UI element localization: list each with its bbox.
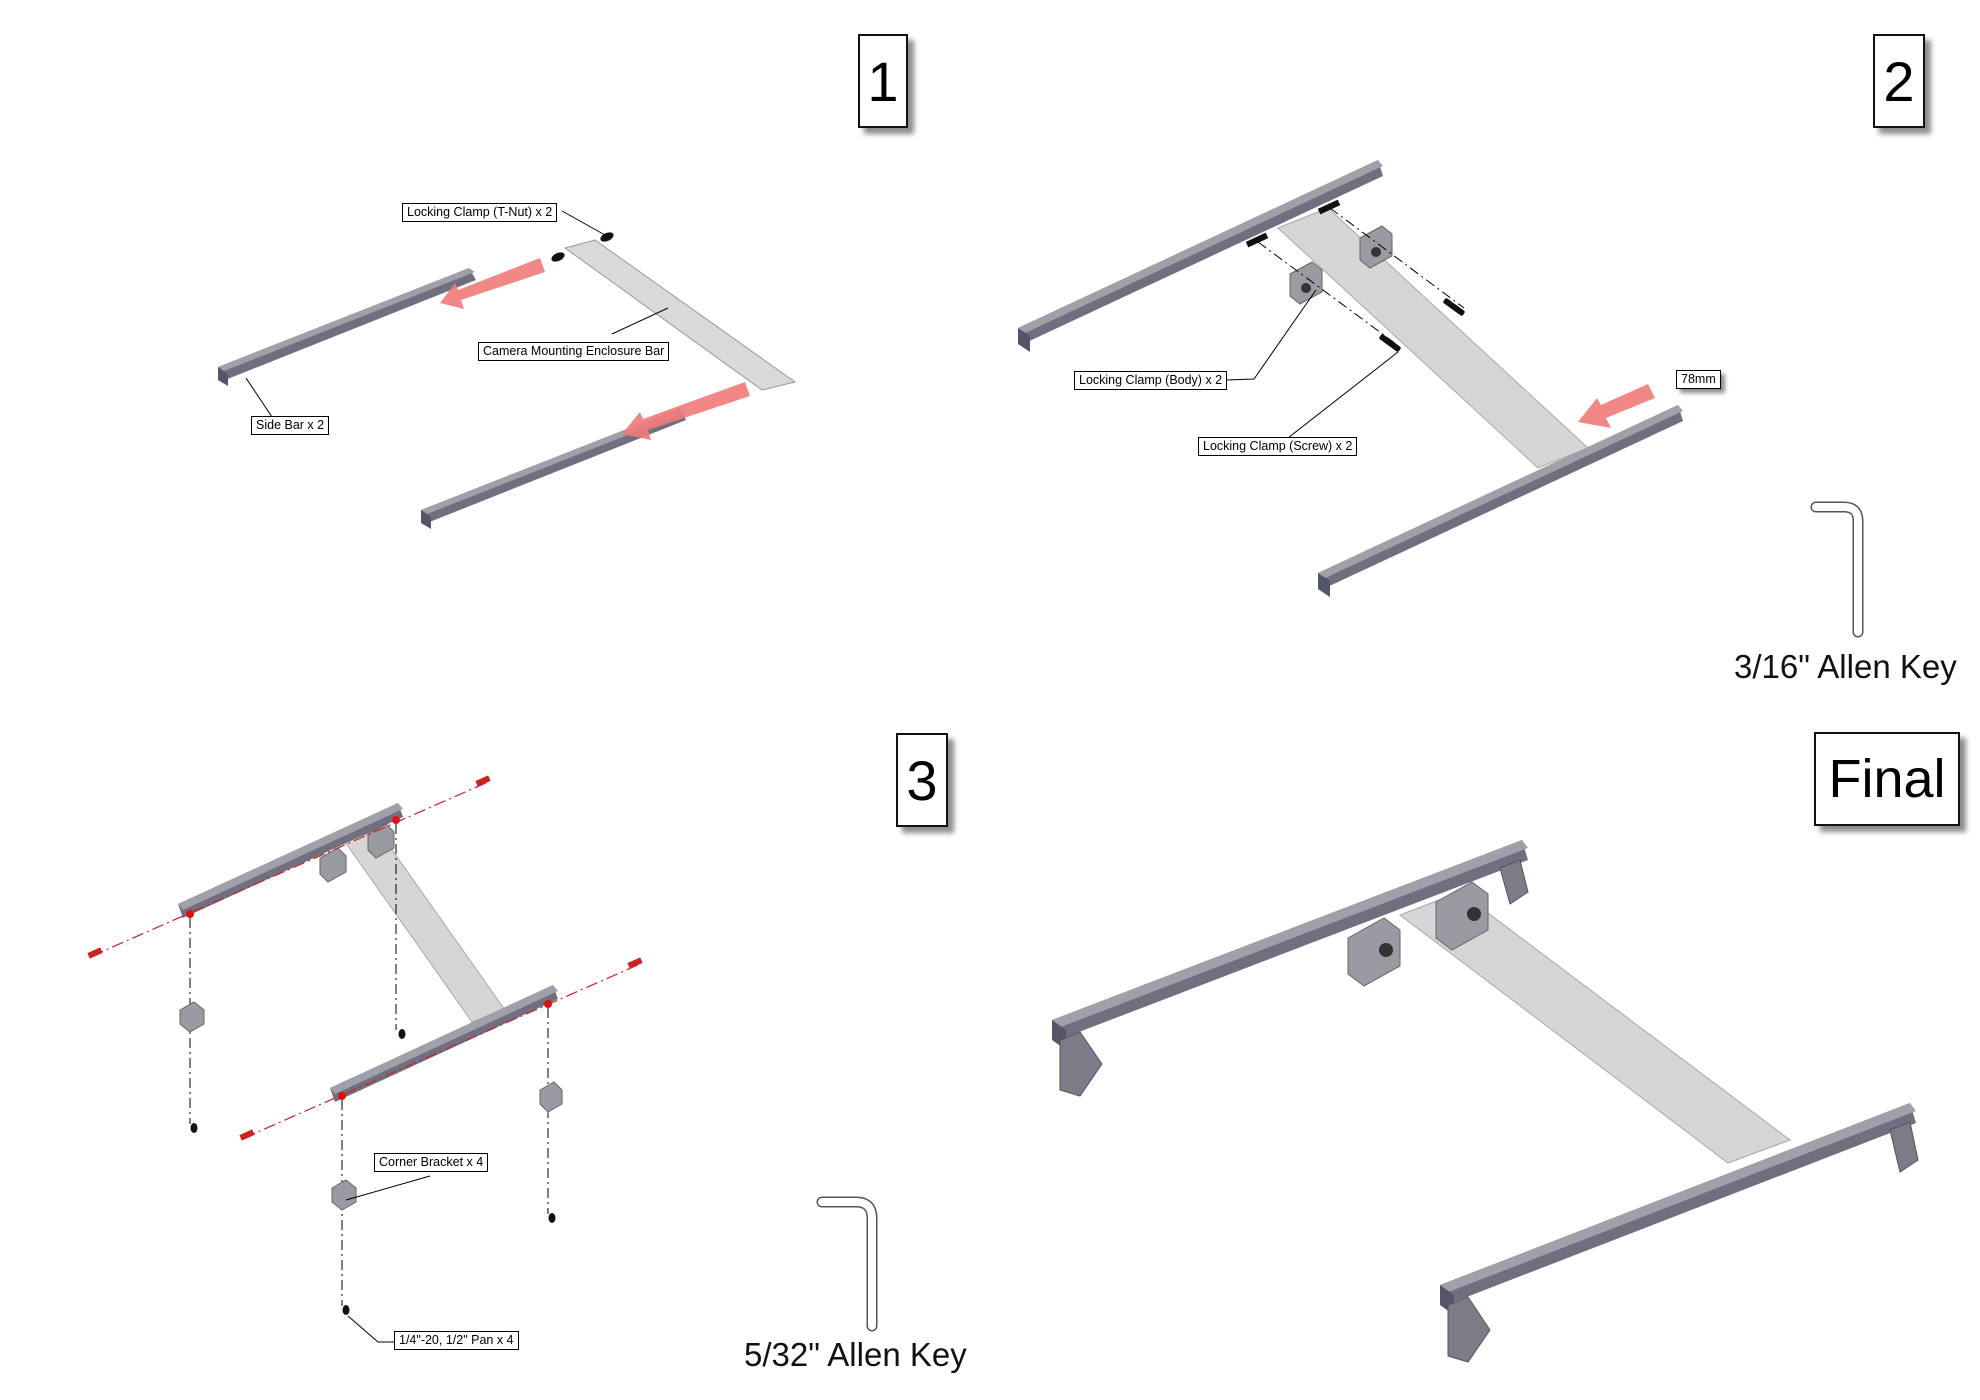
pan-screw-2 (399, 1029, 406, 1039)
insert-arrow-lower (622, 382, 750, 440)
side-bar-upper (218, 268, 476, 386)
step-3-number: 3 (896, 733, 948, 827)
step3-rail-lower (330, 985, 558, 1102)
step-2-number: 2 (1873, 34, 1925, 128)
final-bracket-upper-right (1500, 860, 1528, 904)
callout-corner-bracket: Corner Bracket x 4 (374, 1153, 488, 1172)
allen-key-3-16 (1816, 507, 1858, 632)
step3-plate (345, 830, 505, 1022)
step2-plate (1278, 208, 1588, 468)
clamp-body-right (1360, 226, 1392, 268)
allen-key-5-32 (822, 1202, 872, 1326)
callout-clamp-screw: Locking Clamp (Screw) x 2 (1198, 437, 1357, 456)
pan-screw-1 (191, 1123, 198, 1133)
final-bracket-upper-left (1060, 1032, 1102, 1096)
final-rail-lower (1440, 1103, 1916, 1315)
corner-bracket-2 (540, 1082, 562, 1112)
corner-bracket-1 (180, 1002, 204, 1032)
final-bracket-lower-right (1890, 1122, 1918, 1172)
clamp-body-left (1290, 262, 1322, 304)
t-nut-right (599, 230, 615, 243)
t-nut-left (550, 250, 566, 263)
step3-illustration (87, 775, 872, 1342)
callout-dimension: 78mm (1676, 370, 1721, 389)
callout-locking-clamp-tnut: Locking Clamp (T-Nut) x 2 (402, 203, 557, 222)
step-1-number: 1 (858, 34, 908, 128)
pan-screw-4 (343, 1305, 350, 1315)
callout-camera-bar: Camera Mounting Enclosure Bar (478, 342, 669, 361)
callout-pan-screw: 1/4"-20, 1/2" Pan x 4 (394, 1331, 519, 1350)
callout-clamp-body: Locking Clamp (Body) x 2 (1074, 371, 1227, 390)
step1-illustration (218, 211, 795, 529)
final-bracket-lower-left (1448, 1297, 1490, 1362)
pan-screw-3 (549, 1213, 556, 1223)
step-final-label: Final (1814, 732, 1960, 826)
step2-illustration (1018, 160, 1858, 632)
final-clamp-left (1348, 918, 1400, 986)
tool-caption-5-32-allen-key: 5/32" Allen Key (744, 1336, 967, 1373)
tool-caption-3-16-allen-key: 3/16" Allen Key (1734, 648, 1957, 685)
corner-bracket-3 (332, 1180, 356, 1210)
callout-side-bar: Side Bar x 2 (251, 416, 329, 435)
camera-mounting-enclosure-bar (565, 240, 795, 390)
final-illustration (1052, 840, 1918, 1362)
